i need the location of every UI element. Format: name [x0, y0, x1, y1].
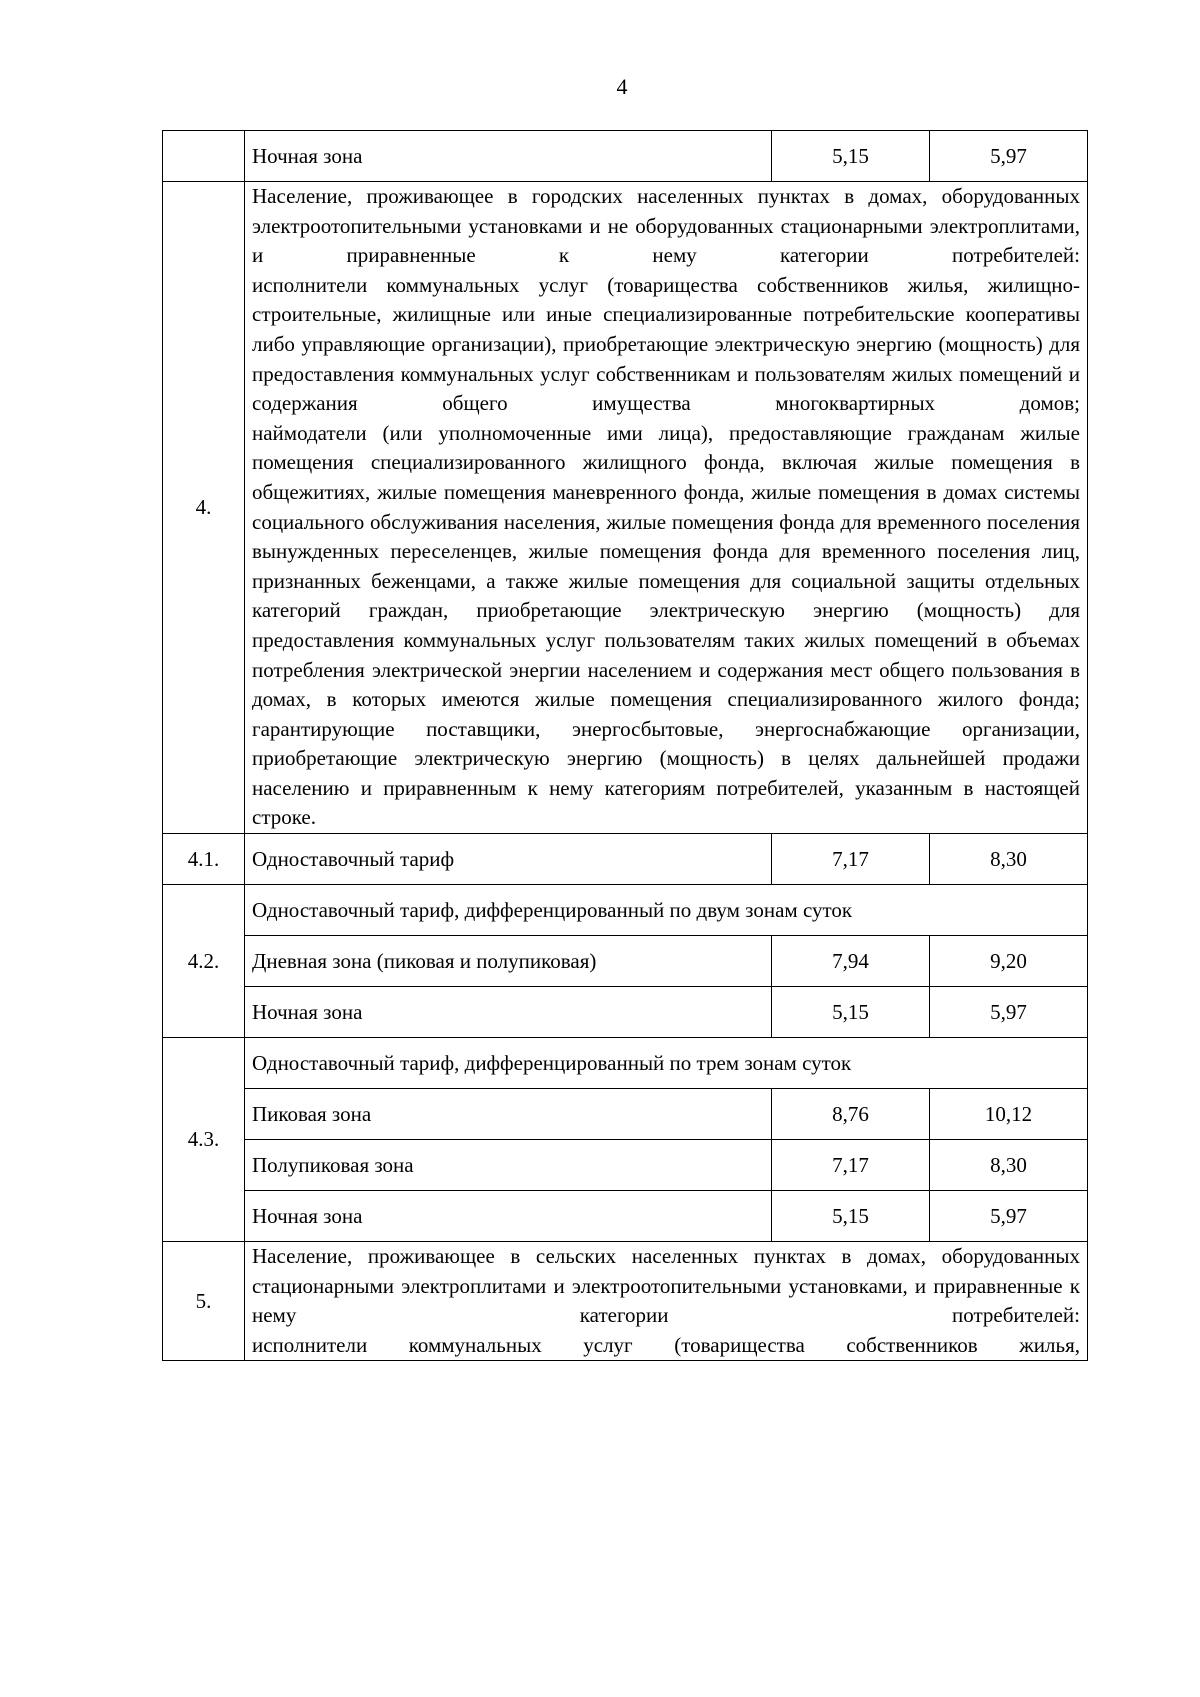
row-number: 4. [163, 182, 245, 834]
tariff-value-2: 5,97 [930, 1191, 1088, 1242]
table-row [163, 987, 1088, 1038]
tariff-value-2: 9,20 [930, 936, 1088, 987]
table-row [163, 1140, 1088, 1191]
zone-name: Ночная зона [245, 131, 772, 182]
tariff-value-2: 10,12 [930, 1089, 1088, 1140]
zone-name: Пиковая зона [245, 1089, 772, 1140]
table-row [163, 1038, 1088, 1089]
zone-name: Ночная зона [245, 1191, 772, 1242]
category-paragraph: Население, проживающее в городских населенных пунктах в домах, оборудованных электроотопительными установками и не оборудованных стационарными электроплитами, и приравненные к нему категории потребителей: [252, 184, 1080, 268]
table-row [163, 182, 1088, 834]
tariff-value-2: 8,30 [930, 1140, 1088, 1191]
consumer-category-description [245, 1242, 1088, 1361]
tariff-value-1: 7,17 [772, 1140, 930, 1191]
tariff-group-header: Одноставочный тариф, дифференцированный по трем зонам суток [245, 1038, 1088, 1089]
zone-name: Ночная зона [245, 987, 772, 1038]
zone-name: Дневная зона (пиковая и полупиковая) [245, 936, 772, 987]
tariff-value-1: 5,15 [772, 1191, 930, 1242]
category-paragraph: гарантирующие поставщики, энергосбытовые, энергоснабжающие организации, приобретающие электрическую энергию (мощность) в целях дальнейшей продажи населению и приравненным к нему категориям потребителей, указанным в настоящей строке. [252, 716, 1080, 830]
table-row [163, 885, 1088, 936]
category-paragraph: исполнители коммунальных услуг (товарищества собственников жилья, жилищно-строительные, жилищные или иные специализированные потребительские кооперативы либо управляющие организации), приобретающие электрическую энергию (мощность) для предоставления коммунальных услуг собственникам и пользователям жилых помещений и содержания общего имущества многоквартирных домов; [252, 272, 1080, 416]
tariff-value-1: 7,94 [772, 936, 930, 987]
tariff-value-1: 8,76 [772, 1089, 930, 1140]
table-row [163, 936, 1088, 987]
table-row [163, 131, 1088, 182]
row-number-cell [163, 131, 245, 182]
tariff-value-1: 5,15 [772, 987, 930, 1038]
page-number: 4 [616, 74, 628, 99]
row-number: 4.3. [163, 1038, 245, 1242]
tariff-value-1: 5,15 [772, 131, 930, 182]
row-number: 4.1. [163, 834, 245, 885]
table-row [163, 1191, 1088, 1242]
tariff-value-1: 7,17 [772, 834, 930, 885]
row-number: 4.2. [163, 885, 245, 1038]
category-paragraph: Население, проживающее в сельских населенных пунктах в домах, оборудованных стационарными электроплитами и электроотопительными установками, и приравненные к нему категории потребителей: [252, 1244, 1080, 1328]
category-paragraph: наймодатели (или уполномоченные ими лица), предоставляющие гражданам жилые помещения специализированного жилищного фонда, включая жилые помещения в общежитиях, жилые помещения маневренного фонда, жилые помещения в домах системы социального обслуживания населения, жилые помещения фонда для временного поселения вынужденных переселенцев, жилые помещения фонда для временного поселения лиц, признанных беженцами, а также жилые помещения для социальной защиты отдельных категорий граждан, приобретающие электрическую энергию (мощность) для предоставления коммунальных услуг пользователям таких жилых помещений в объемах потребления электрической энергии населением и содержания мест общего пользования в домах, в которых имеются жилые помещения специализированного жилого фонда; [252, 420, 1080, 712]
tariff-value-2: 5,97 [930, 131, 1088, 182]
table-row [163, 834, 1088, 885]
tariff-name: Одноставочный тариф [245, 834, 772, 885]
table-row [163, 1242, 1088, 1361]
tariff-value-2: 5,97 [930, 987, 1088, 1038]
table-row [163, 1089, 1088, 1140]
consumer-category-description [245, 182, 1088, 834]
zone-name: Полупиковая зона [245, 1140, 772, 1191]
tariff-group-header: Одноставочный тариф, дифференцированный по двум зонам суток [245, 885, 1088, 936]
tariff-value-2: 8,30 [930, 834, 1088, 885]
row-number: 5. [163, 1242, 245, 1361]
tariff-table [162, 130, 1088, 1361]
category-paragraph: исполнители коммунальных услуг (товарищества собственников жилья, [252, 1332, 1080, 1357]
